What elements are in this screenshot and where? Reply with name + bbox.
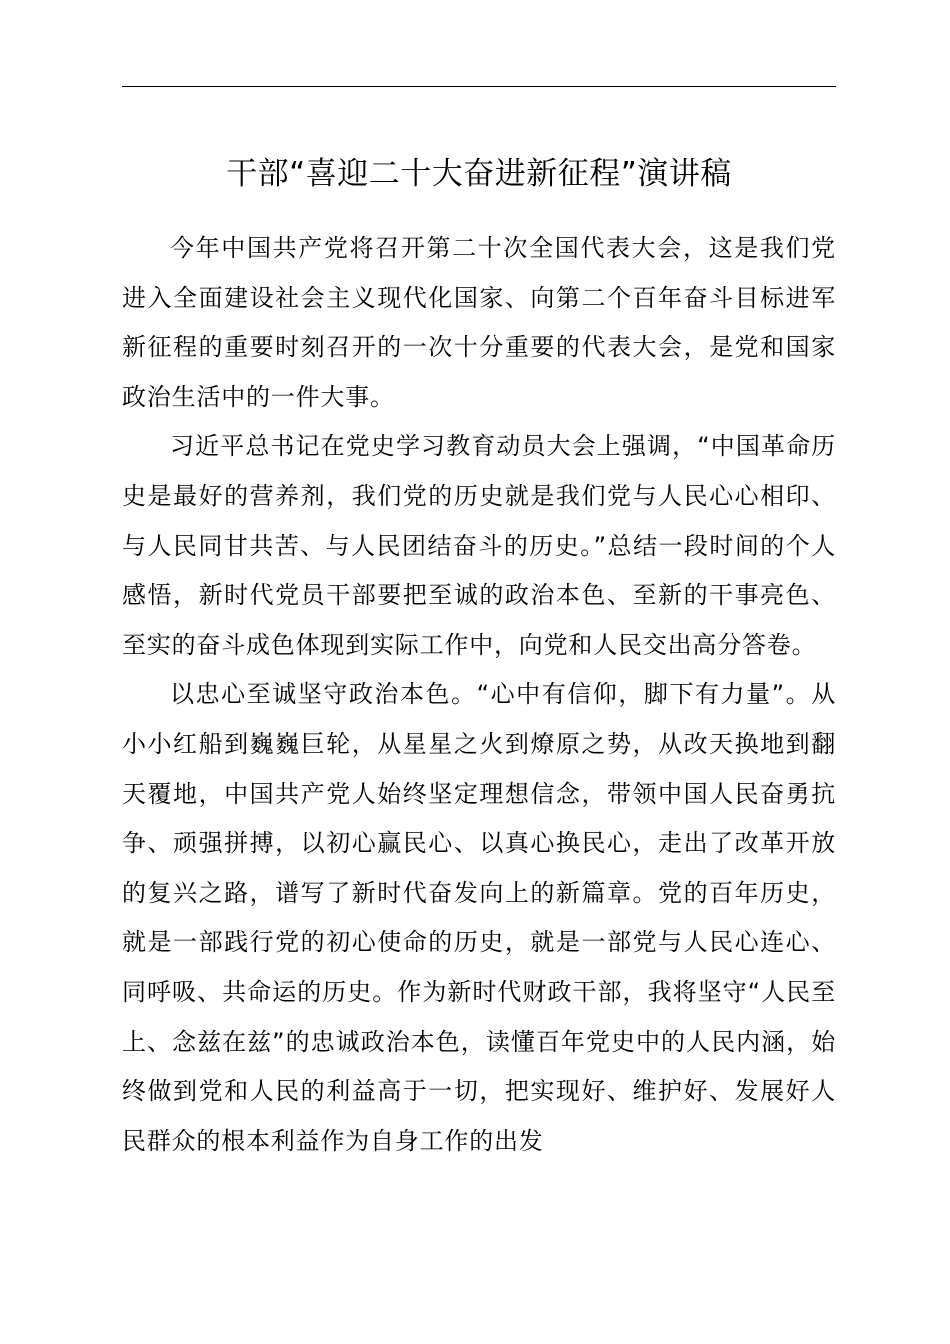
paragraph-1: 今年中国共产党将召开第二十次全国代表大会，这是我们党进入全面建设社会主义现代化国家、向第二个百年奋斗目标进军新征程的重要时刻召开的一次十分重要的代表大会，是党和国家政治生活中的一件大事。 — [122, 234, 836, 411]
header-rule — [122, 86, 836, 87]
document-title: 干部“喜迎二十大奋进新征程”演讲稿 — [226, 156, 732, 192]
paragraph-2: 习近平总书记在党史学习教育动员大会上强调，“中国革命历史是最好的营养剂，我们党的历史就是我们党与人民心心相印、与人民同甘共苦、与人民团结奋斗的历史。”总结一段时间的个人感悟，新时代党员干部要把至诚的政治本色、至新的干事亮色、至实的奋斗成色体现到实际工作中，向党和人民交出高分答卷。 — [122, 432, 836, 659]
paragraph-3: 以忠心至诚坚守政治本色。“心中有信仰，脚下有力量”。从小小红船到巍巍巨轮，从星星之火到燎原之势，从改天换地到翻天覆地，中国共产党人始终坚定理想信念，带领中国人民奋勇抗争、顽强拼搏，以初心赢民心、以真心换民心，走出了改革开放的复兴之路，谱写了新时代奋发向上的新篇章。党的百年历史，就是一部践行党的初心使命的历史，就是一部党与人民心连心、同呼吸、共命运的历史。作为新时代财政干部，我将坚守“人民至上、念兹在兹”的忠诚政治本色，读懂百年党史中的人民内涵，始终做到党和人民的利益高于一切，把实现好、维护好、发展好人民群众的根本利益作为自身工作的出发 — [122, 680, 836, 1155]
document-body — [122, 224, 836, 1166]
